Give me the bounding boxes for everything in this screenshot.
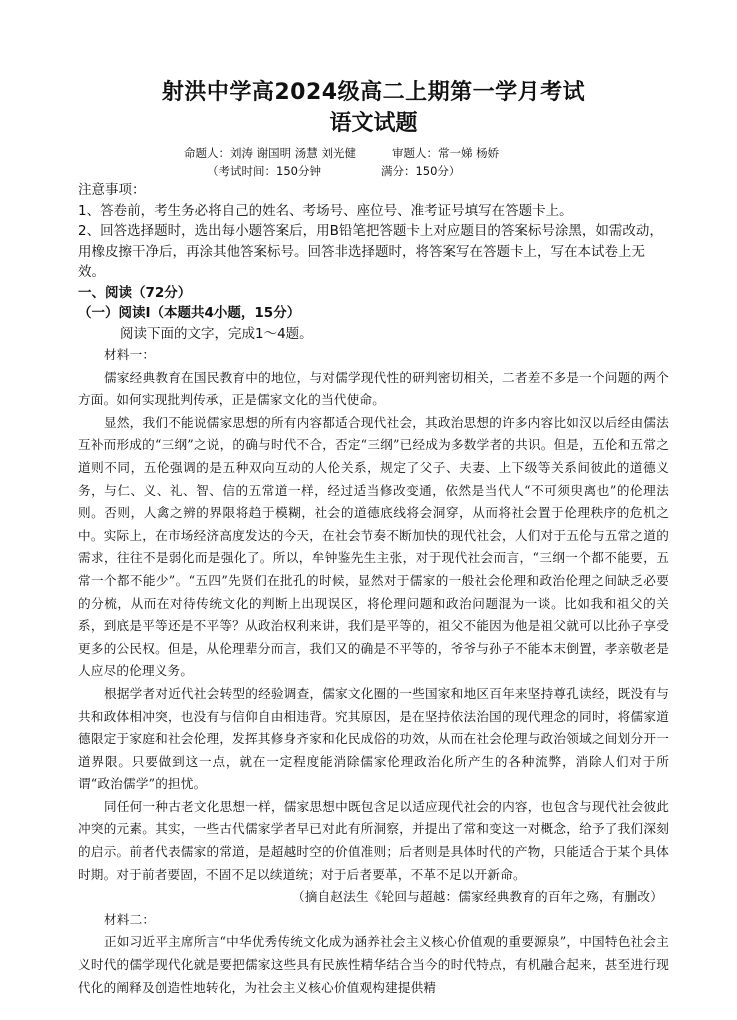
author-line	[78, 144, 669, 162]
reviewers: 常一娣 杨娇	[437, 146, 500, 160]
reviewers-label: 审题人：	[391, 146, 438, 160]
reading-instruction: 阅读下面的文字，完成1～4题。	[120, 325, 313, 342]
exam-title: 射洪中学高2024级高二上期第一学月考试	[161, 80, 586, 105]
material-2-label: 材料二：	[104, 911, 156, 927]
notice-heading: 注意事项：	[78, 182, 146, 198]
paragraph-2: 显然，我们不能说儒家思想的所有内容都适合现代社会，其政治思想的许多内容比如汉以后经由儒法互补而形成的“三纲”之说，的确与时代不合，否定“三纲”已经成为多数学者的共识。但是，五伦和五常之道则不同，五伦强调的是五种双向互动的人伦关系，规定了父子、夫妻、上下级等关系间彼此的道德义务，与仁、义、礼、智、信的五常道一样，经过适当修改变通，依然是当代人“不可须臾离也”的伦理法则。否则，人禽之辨的界限将趋于模糊，社会的道德底线将会洞穿，从而将社会置于伦理秩序的危机之中。实际上，在市场经济高度发达的今天，在社会节奏不断加快的现代社会，人们对于五伦与五常之道的需求，往往不是弱化而是强化了。所以，牟钟鉴先生主张，对于现代社会而言，“三纲一个都不能要，五常一个都不能少”。“五四”先贤们在批孔的时候，显然对于儒家的一般社会伦理和政治伦理之间缺乏必要的分梳，从而在对待传统文化的判断上出现误区，将伦理问题和政治问题混为一谈。比如我和祖父的关系，到底是平等还是不平等？从政治权利来讲，我们是平等的，祖父不能因为他是祖父就可以比孙子享受更多的公民权。但是，从伦理辈分而言，我们又的确是不平等的，爷爷与孙子不能本末倒置，孝亲敬老是人应尽的伦理义务。	[78, 414, 669, 679]
exam-score: 满分：150分）	[380, 164, 461, 178]
paragraph-1: 儒家经典教育在国民教育中的地位，与对儒学现代性的研判密切相关，二者差不多是一个问题的两个方面。如何实现批判传承，正是儒家文化的当代使命。	[78, 369, 669, 408]
section-heading: 一、阅读（72分）	[78, 284, 192, 301]
exam-time: （考试时间：150分钟	[207, 164, 321, 178]
notice-item-1: 1、答卷前，考生务必将自己的姓名、考场号、座位号、准考证号填写在答题卡上。	[78, 202, 573, 219]
source-citation: （摘自赵法生《轮回与超越：儒家经典教育的百年之殇，有删改）	[291, 889, 663, 905]
paragraph-3: 根据学者对近代社会转型的经验调查，儒家文化圈的一些国家和地区百年来坚持尊孔读经，既没有与共和政体相冲突，也没有与信仰自由相违背。究其原因，是在坚持依法治国的现代理念的同时，将儒家道德限定于家庭和社会伦理，发挥其修身齐家和化民成俗的功效，从而在社会伦理与政治领域之间划分开一道界限。只要做到这一点，就在一定程度能消除儒家伦理政治化所产生的各种流弊，消除人们对于所谓“政治儒学”的担忧。	[78, 685, 669, 792]
subject-title: 语文试题	[329, 111, 418, 136]
material-1-label: 材料一：	[104, 347, 156, 362]
sub-section-heading: （一）阅读Ⅰ（本题共4小题，15分）	[78, 305, 301, 321]
notice-item-2: 2、回答选择题时，选出每小题答案后，用B铅笔把答题卡上对应题目的答案标号涂黑，如需改动，用橡皮擦干净后，再涂其他答案标号。回答非选择题时，将答案写在答题卡上，写在本试卷上无效。	[78, 223, 663, 280]
material-2-paragraph: 正如习近平主席所言“中华优秀传统文化成为涵养社会主义核心价值观的重要源泉”，中国特色社会主义时代的儒学现代化就是要把儒家这些具有民族性精华结合当今的时代特点，有机融合起来，甚至进行现代化的阐释及创造性地转化，为社会主义核心价值观构建提供精	[78, 934, 669, 995]
paragraph-4: 同任何一种古老文化思想一样，儒家思想中既包含足以适应现代社会的内容，也包含与现代社会彼此冲突的元素。其实，一些古代儒家学者早已对此有所洞察，并提出了常和变这一对概念，给予了我们深刻的启示。前者代表儒家的常道，是超越时空的价值准则；后者则是具体时代的产物，只能适合于某个具体时期。对于前者要固，不固不足以续道统；对于后者要革，不革不足以开新命。	[78, 798, 669, 882]
proposers: 刘涛 谢国明 汤慧 刘光健	[230, 146, 356, 160]
exam-info-line	[78, 162, 669, 180]
proposers-label: 命题人：	[184, 146, 230, 160]
